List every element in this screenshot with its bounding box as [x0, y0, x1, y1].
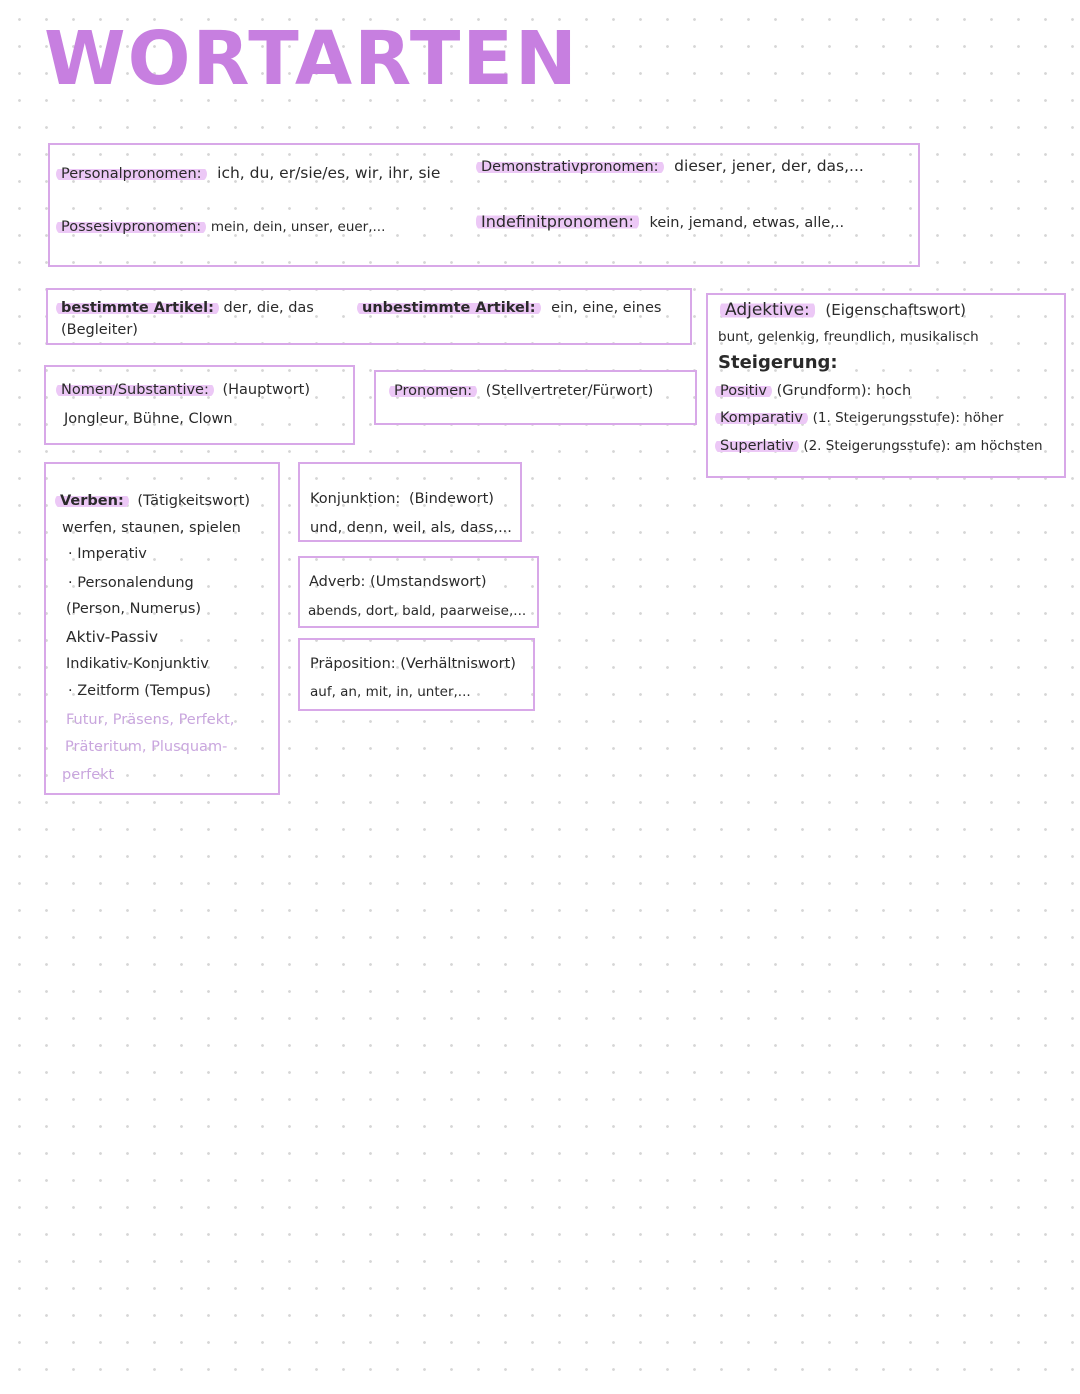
indefinit-pronouns-label: Indefinitpronomen: — [476, 212, 639, 231]
verben-line — [60, 493, 250, 510]
adjektive-examples: bunt, gelenkig, freundlich, musikalisch — [718, 329, 979, 345]
positiv-label: Positiv — [715, 383, 772, 399]
adjektive-label: Adjektive: — [720, 300, 815, 320]
demonstrativ-pronouns-label: Demonstrativpronomen: — [476, 159, 664, 175]
nomen-box — [44, 365, 355, 445]
komparativ-label: Komparativ — [715, 410, 808, 426]
pronomen-line — [394, 383, 653, 400]
verben-line-5: Indikativ-Konjunktiv — [66, 656, 209, 672]
verben-line-6: · Zeitform (Tempus) — [68, 683, 211, 699]
nomen-line — [61, 382, 310, 399]
konjunktion-label: Konjunktion: — [310, 491, 401, 507]
superlativ-text: (2. Steigerungsstufe): am höchsten — [803, 438, 1043, 454]
bestimmte-artikel-line — [61, 300, 314, 317]
konjunktion-examples: und, denn, weil, als, dass,... — [310, 520, 512, 536]
adjektive-desc: (Eigenschaftswort) — [825, 301, 966, 319]
adverb-line — [309, 574, 487, 591]
nomen-label: Nomen/Substantive: — [56, 382, 214, 398]
possessiv-pronouns-label: Possesivpronomen: — [56, 219, 206, 235]
bestimmte-artikel-note: (Begleiter) — [61, 322, 138, 338]
steigerung-heading: Steigerung: — [718, 352, 838, 373]
verben-line-3: (Person, Numerus) — [66, 601, 202, 617]
adverb-desc: (Umstandswort) — [370, 574, 487, 590]
personal-pronouns-text: ich, du, er/sie/es, wir, ihr, sie — [217, 164, 441, 182]
praeposition-label: Präposition: — [310, 656, 396, 672]
bestimmte-artikel-text: der, die, das — [223, 300, 314, 316]
pronomen-label: Pronomen: — [389, 383, 477, 399]
positiv-text: (Grundform): hoch — [776, 383, 912, 399]
demonstrativ-pronouns-text: dieser, jener, der, das,... — [674, 157, 864, 175]
unbestimmte-artikel-label: unbestimmte Artikel: — [357, 300, 541, 316]
positiv-line — [720, 383, 911, 400]
praeposition-line — [310, 656, 516, 673]
verben-line-1: · Imperativ — [68, 546, 147, 562]
indefinit-pronouns-line — [481, 212, 844, 232]
unbestimmte-artikel-text: ein, eine, eines — [551, 300, 662, 316]
adverb-label: Adverb: — [309, 574, 366, 590]
tempus-line-1: Futur, Präsens, Perfekt, — [66, 712, 235, 728]
adjektive-line — [725, 300, 966, 320]
komparativ-line — [720, 410, 1003, 427]
verben-label: Verben: — [55, 493, 129, 509]
unbestimmte-artikel-line — [362, 300, 661, 317]
verben-line-2: · Personalendung — [68, 575, 194, 591]
pronomen-desc: (Stellvertreter/Fürwort) — [485, 383, 654, 399]
verben-desc: (Tätigkeitswort) — [137, 493, 251, 509]
possessiv-pronouns-line — [61, 219, 385, 236]
personal-pronouns-line — [61, 164, 440, 183]
verben-examples: werfen, staunen, spielen — [62, 520, 241, 536]
tempus-line-2: Präteritum, Plusquam- — [65, 739, 228, 755]
page-title: WORTARTEN — [44, 16, 579, 102]
konjunktion-desc: (Bindewort) — [408, 491, 494, 507]
konjunktion-line — [310, 491, 494, 508]
demonstrativ-pronouns-line — [481, 157, 864, 176]
nomen-examples: Jongleur, Bühne, Clown — [64, 411, 233, 427]
adverb-examples: abends, dort, bald, paarweise,... — [308, 603, 527, 619]
nomen-desc: (Hauptwort) — [222, 382, 311, 398]
praeposition-examples: auf, an, mit, in, unter,... — [310, 684, 471, 700]
tempus-line-3: perfekt — [62, 767, 115, 783]
possessiv-pronouns-text: mein, dein, unser, euer,... — [210, 219, 386, 235]
superlativ-label: Superlativ — [715, 438, 799, 454]
superlativ-line — [720, 438, 1043, 455]
komparativ-text: (1. Steigerungsstufe): höher — [812, 410, 1004, 426]
praeposition-desc: (Verhältniswort) — [400, 656, 516, 672]
indefinit-pronouns-text: kein, jemand, etwas, alle,.. — [649, 215, 845, 231]
bestimmte-artikel-label: bestimmte Artikel: — [56, 300, 219, 316]
verben-line-4: Aktiv-Passiv — [66, 628, 159, 646]
personal-pronouns-label: Personalpronomen: — [56, 166, 207, 182]
